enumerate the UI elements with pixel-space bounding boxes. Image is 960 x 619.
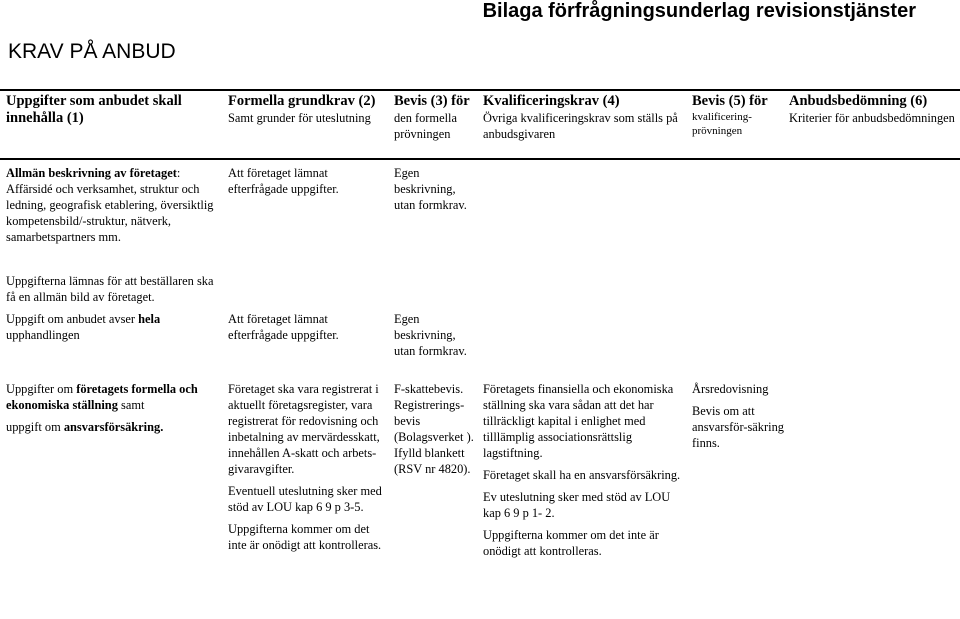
row3-c4-para2: Företaget skall ha en ansvarsförsäkring. <box>483 468 681 482</box>
col4-title: Kvalificeringskrav (4) <box>483 93 620 109</box>
document-title: Bilaga förfrågningsunderlag revisionstjänster <box>482 0 916 22</box>
row3-formal-requirement <box>228 381 386 559</box>
col5-header <box>692 93 784 138</box>
row3-c2-para1: Företaget ska vara registrerat i aktuellt företagsregister, vara registrerat för redovisning och inbetalning av mervärdesskatt, innehållen A-skatt och arbets-givaravgifter. <box>228 382 380 476</box>
row3-qualification-evidence <box>692 381 784 457</box>
col5-subtitle: kvalificering-prövningen <box>692 111 752 137</box>
row2-formal-requirement: Att företaget lämnat efterfrågade uppgifter. <box>228 312 339 342</box>
header-bottom-rule <box>0 158 960 160</box>
row2-description: Uppgift om anbudet avser hela upphandlingen <box>6 312 161 342</box>
col3-title: Bevis (3) för <box>394 93 470 109</box>
col4-subtitle: Övriga kvalificeringskrav som ställs på anbudsgivaren <box>483 111 678 141</box>
col2-subtitle: Samt grunder för uteslutning <box>228 111 371 125</box>
row3-description: Uppgifter om företagets formella och ekonomiska ställning samt uppgift om ansvarsförsäkring. <box>6 382 198 434</box>
row1-formal-requirement: Att företaget lämnat efterfrågade uppgifter. <box>228 166 339 196</box>
col1-title: Uppgifter som anbudet skall innehålla (1) <box>6 93 182 126</box>
row3-evidence: F-skattebevis. Registrerings-bevis (Bolagsverket ). Ifylld blankett (RSV nr 4820). <box>394 382 474 476</box>
row1-note: Uppgifterna lämnas för att beställaren ska få en allmän bild av företaget. <box>6 274 214 304</box>
row3-c4-para3: Ev uteslutning sker med stöd av LOU kap 6 9 p 1- 2. <box>483 490 671 520</box>
col3-header <box>394 93 478 142</box>
col2-title: Formella grundkrav (2) <box>228 93 376 109</box>
row1-bold-label: Allmän beskrivning av företaget <box>6 166 177 180</box>
col6-header <box>789 93 960 126</box>
table-top-rule <box>0 89 960 91</box>
row2-evidence: Egen beskrivning, utan formkrav. <box>394 312 467 358</box>
col6-subtitle: Kriterier för anbudsbedömningen <box>789 111 955 125</box>
row3-qualification <box>483 381 688 565</box>
page-title: KRAV PÅ ANBUD <box>8 40 176 63</box>
row3-c4-para1: Företagets finansiella och ekonomiska ställning ska vara sådan att det har tillräckligt kapital i enlighet med tilllämplig associationsrättslig lagstiftning. <box>483 382 674 460</box>
row3-c5-para1: Årsredovisning <box>692 382 769 396</box>
row3-c2-para2: Eventuell uteslutning sker med stöd av LOU kap 6 9 p 3-5. <box>228 484 382 514</box>
col1-header <box>6 93 222 127</box>
col4-header <box>483 93 688 142</box>
col2-header <box>228 93 386 126</box>
row1-text: Affärsidé och verksamhet, struktur och ledning, geografisk etablering, översiktlig kompetensbild/-struktur, nätverk, samarbetspartners mm. <box>6 182 214 244</box>
col6-title: Anbudsbedömning (6) <box>789 93 928 109</box>
row1-evidence: Egen beskrivning, utan formkrav. <box>394 166 467 212</box>
col3-subtitle: den formella prövningen <box>394 111 457 141</box>
row3-c2-para3: Uppgifterna kommer om det inte är onödigt att kontrolleras. <box>228 522 382 552</box>
col5-title: Bevis (5) för <box>692 93 768 109</box>
row1-description: Allmän beskrivning av företaget: Affärsidé och verksamhet, struktur och ledning, geografisk etablering, översiktlig kompetensbild/-struktur, nätverk, samarbetspartners mm. <box>6 166 214 244</box>
row3-c4-para4: Uppgifterna kommer om det inte är onödigt att kontrolleras. <box>483 528 659 558</box>
row3-c5-para2: Bevis om att ansvarsför-säkring finns. <box>692 404 784 450</box>
